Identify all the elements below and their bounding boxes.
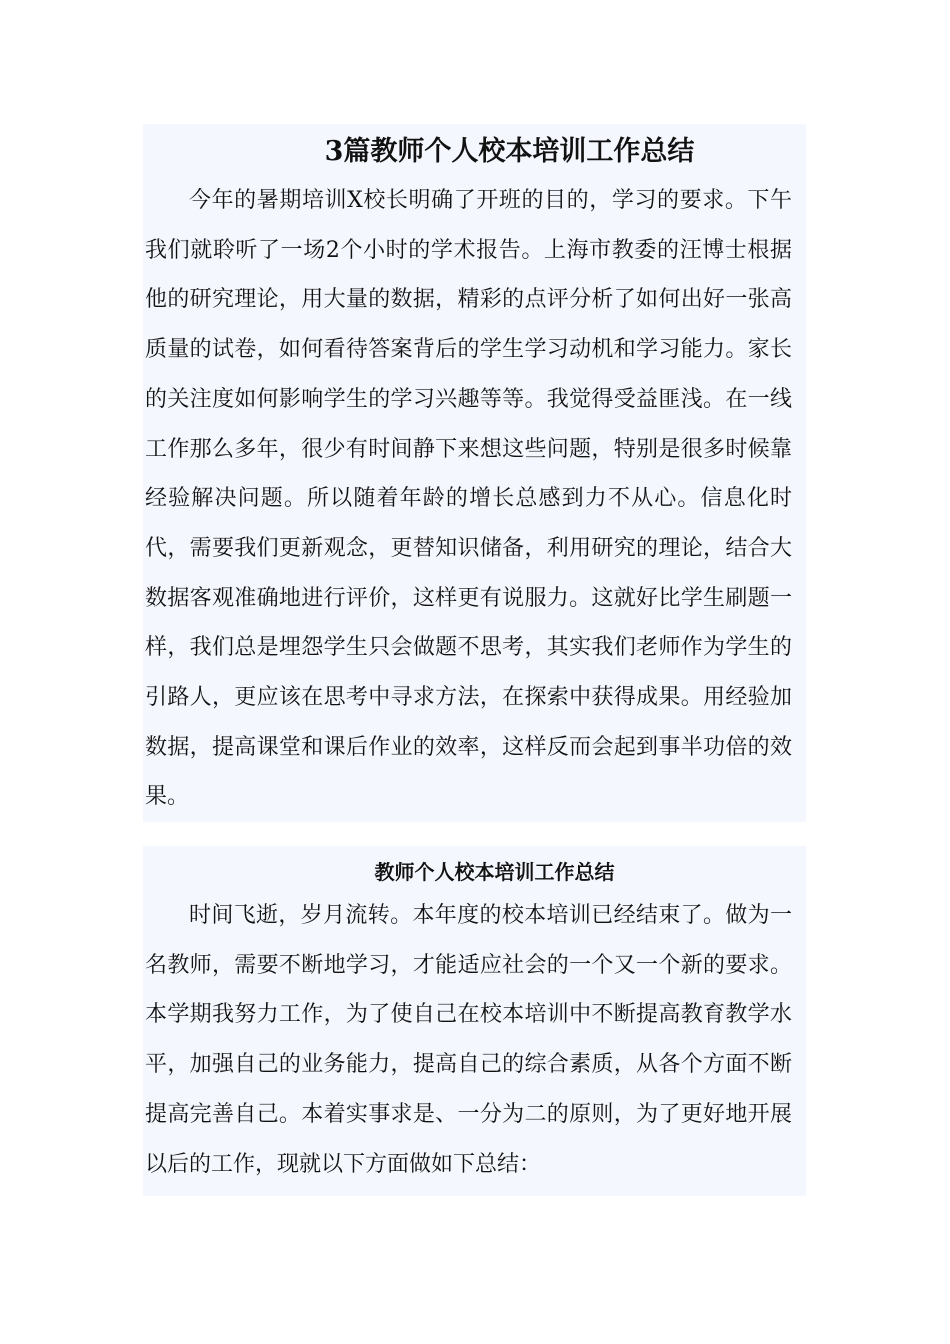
section-2-title: 教师个人校本培训工作总结 [374, 860, 615, 884]
document-section-2 [143, 846, 806, 1196]
document-main-title: 3篇教师个人校本培训工作总结 [324, 136, 695, 167]
document-section-1 [143, 124, 806, 822]
section-1-paragraph: 今年的暑期培训X校长明确了开班的目的，学习的要求。下午我们就聆听了一场2个小时的学术报告。上海市教委的汪博士根据他的研究理论，用大量的数据，精彩的点评分析了如何出好一张高质量的试卷，如何看待答案背后的学生学习动机和学习能力。家长的关注度如何影响学生的学习兴趣等等。我觉得受益匪浅。在一线工作那么多年，很少有时间静下来想这些问题，特别是很多时候靠经验解决问题。所以随着年龄的增长总感到力不从心。信息化时代，需要我们更新观念，更替知识储备，利用研究的理论，结合大数据客观准确地进行评价，这样更有说服力。这就好比学生刷题一样，我们总是埋怨学生只会做题不思考，其实我们老师作为学生的引路人，更应该在思考中寻求方法，在探索中获得成果。用经验加数据，提高课堂和课后作业的效率，这样反而会起到事半功倍的效果。 [145, 188, 792, 810]
section-2-paragraph: 时间飞逝，岁月流转。本年度的校本培训已经结束了。做为一名教师，需要不断地学习，才能适应社会的一个又一个新的要求。本学期我努力工作，为了使自己在校本培训中不断提高教育教学水平，加强自己的业务能力，提高自己的综合素质，从各个方面不断提高完善自己。本着实事求是、一分为二的原则，为了更好地开展以后的工作，现就以下方面做如下总结： [145, 903, 792, 1177]
